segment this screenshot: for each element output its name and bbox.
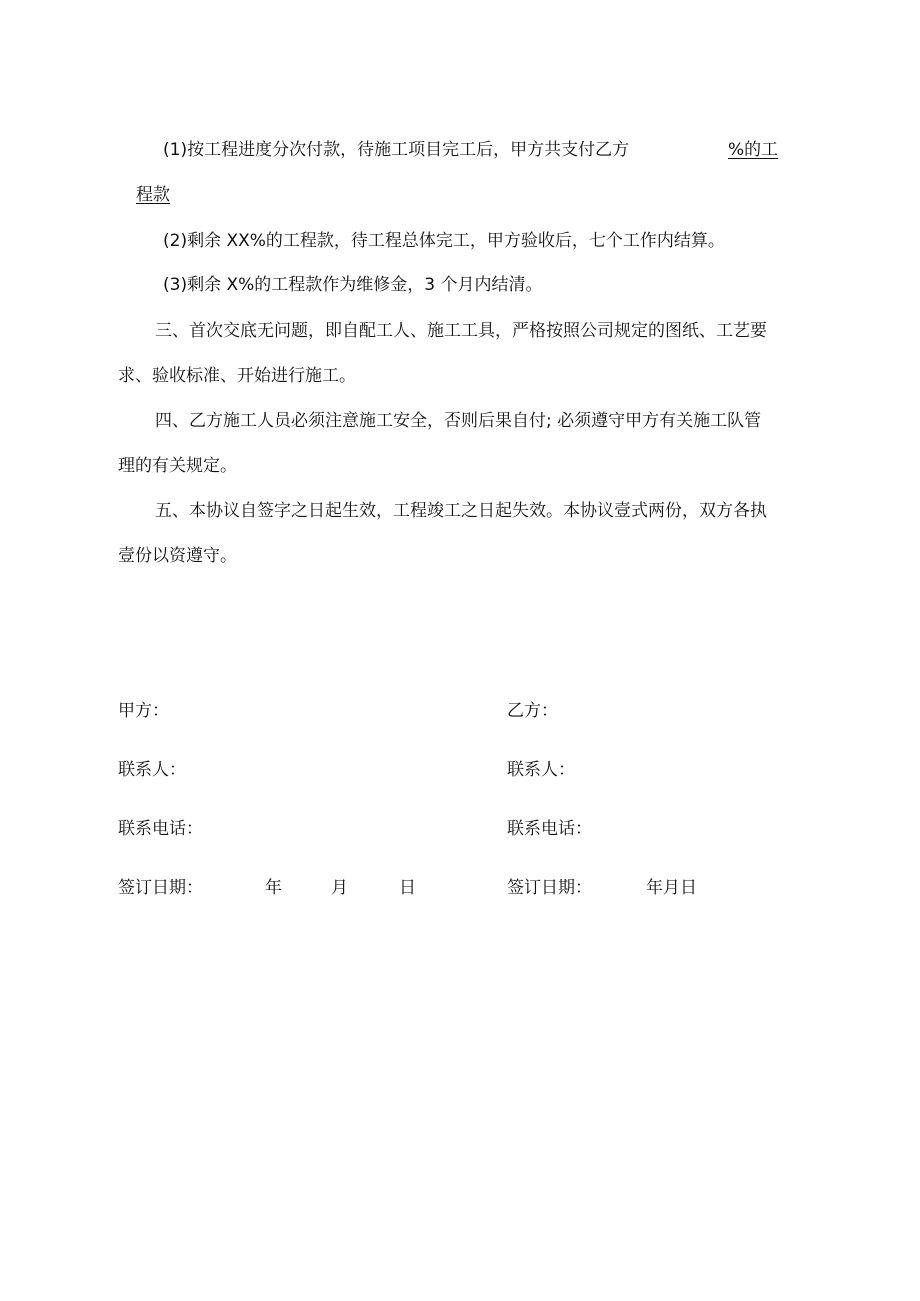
- payment-item-1: [163, 139, 629, 161]
- payment-item-1-continuation: 程款: [136, 185, 170, 205]
- party-b-phone-label: 联系电话：: [507, 819, 592, 839]
- clause-5-line-1: 五、本协议自签字之日起生效，工程竣工之日起失效。本协议壹式两份，双方各执: [155, 501, 767, 521]
- party-b-date-label: 签订日期：: [507, 878, 592, 898]
- clause-4-line-1: 四、乙方施工人员必须注意施工安全，否则后果自付; 必须遵守甲方有关施工队管: [155, 411, 762, 431]
- clause-4-line-2: 理的有关规定。: [118, 456, 237, 476]
- party-a-date-month: 月: [331, 878, 348, 898]
- party-b-label: 乙方：: [507, 701, 558, 721]
- party-a-label: 甲方：: [118, 701, 169, 721]
- party-a-date-label: 签订日期：: [118, 878, 203, 898]
- party-b-date-value: 年月日: [646, 878, 697, 898]
- clause-5-line-2: 壹份以资遵守。: [118, 546, 237, 566]
- party-a-phone-label: 联系电话：: [118, 819, 203, 839]
- party-a-date-year: 年: [265, 878, 282, 898]
- party-a-date-day: 日: [399, 878, 416, 898]
- payment-item-2: (2)剩余 XX%的工程款，待工程总体完工，甲方验收后，七个工作内结算。: [163, 231, 725, 251]
- payment-item-3: (3)剩余 X%的工程款作为维修金，3 个月内结清。: [163, 275, 543, 295]
- party-b-contact-label: 联系人：: [507, 760, 575, 780]
- clause-3-line-2: 求、验收标准、开始进行施工。: [118, 366, 356, 386]
- payment-item-1-text: (1)按工程进度分次付款，待施工项目完工后，甲方共支付乙方: [163, 140, 630, 160]
- party-a-contact-label: 联系人：: [118, 760, 186, 780]
- payment-item-1-percent-blank: %的工: [728, 140, 779, 160]
- clause-3-line-1: 三、首次交底无问题，即自配工人、施工工具，严格按照公司规定的图纸、工艺要: [155, 321, 767, 341]
